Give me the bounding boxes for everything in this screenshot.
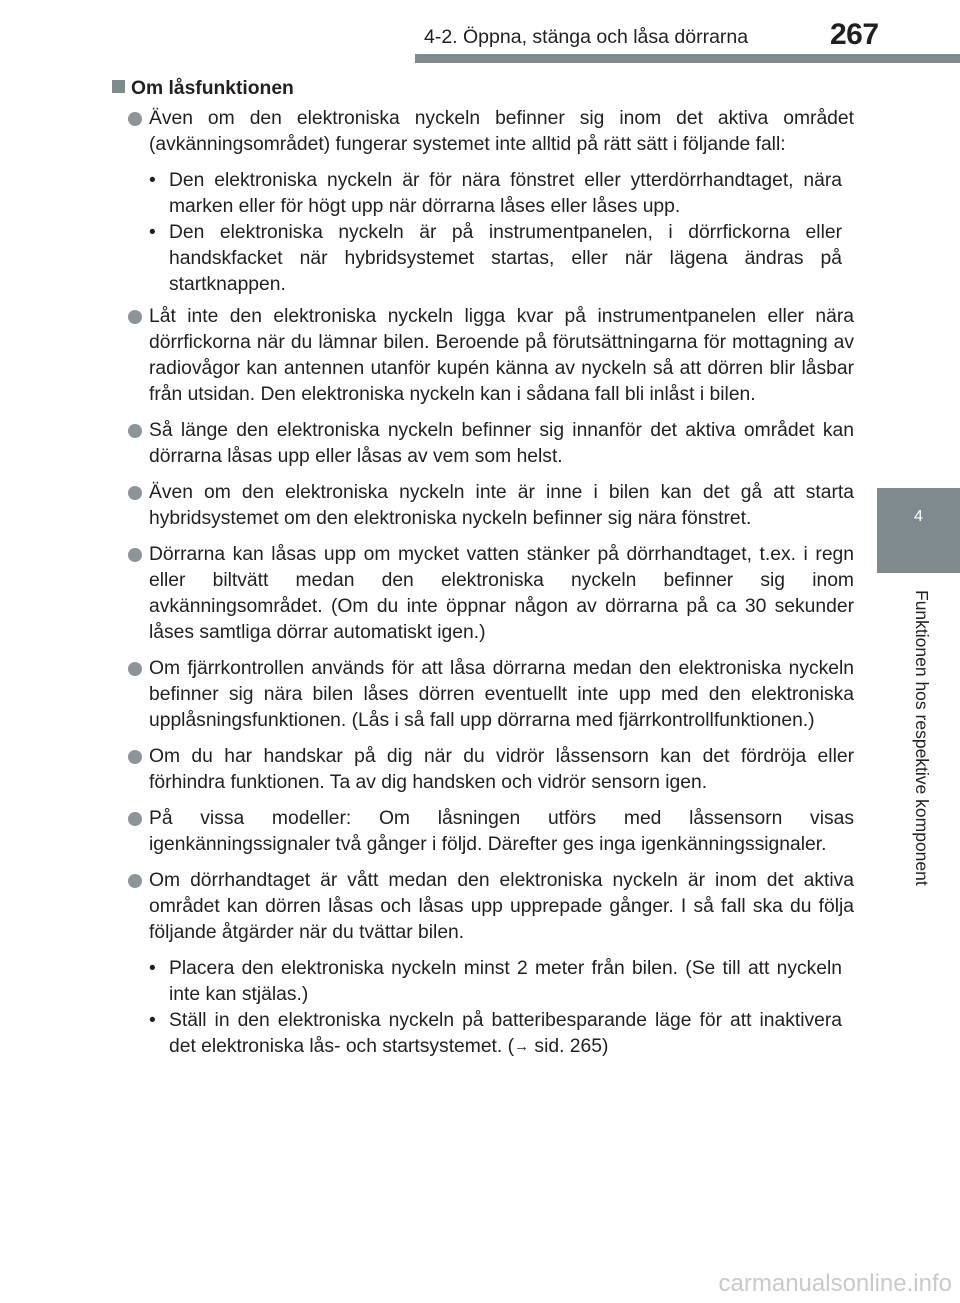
section-heading <box>112 76 854 102</box>
chapter-number: 4 <box>914 508 923 525</box>
header-title: 4-2. Öppna, stänga och låsa dörrarna <box>424 26 749 48</box>
sub-item-text: Ställ in den elektroniska nyckeln på batteribesparande läge för att inaktivera det elektroniska lås- och startsystemet. ( <box>169 1010 842 1057</box>
arrow-right-icon: → <box>514 1038 530 1055</box>
list-item <box>112 656 854 734</box>
list-item <box>112 744 854 796</box>
circle-bullet-icon <box>128 548 142 562</box>
page-header <box>0 0 960 64</box>
sub-item-text: Placera den elektroniska nyckeln minst 2 meter från bilen. (Se till att nyckeln inte kan stjälas.) <box>169 958 842 1005</box>
dot-bullet-icon: • <box>149 1010 156 1031</box>
circle-bullet-icon <box>128 812 142 826</box>
dot-bullet-icon: • <box>149 222 156 243</box>
sub-item <box>149 220 854 298</box>
list-item <box>112 480 854 532</box>
sub-item <box>149 168 854 220</box>
item-text: Om du har handskar på dig när du vidrör låssensorn kan det fördröja eller förhindra funktionen. Ta av dig handsken och vidrör sensorn igen. <box>149 746 854 793</box>
sub-list <box>112 956 854 1061</box>
item-text: Även om den elektroniska nyckeln befinner sig inom det aktiva området (avkänningsområdet) fungerar systemet inte alltid på rätt sätt i följande fall: <box>149 108 854 155</box>
sub-list <box>112 168 854 298</box>
item-text: På vissa modeller: Om låsningen utförs med låssensorn visas igenkänningssignaler två gånger i följd. Därefter ges inga igenkänningssignaler. <box>149 808 854 855</box>
chapter-box <box>877 488 960 573</box>
sub-item-text: Den elektroniska nyckeln är för nära fönstret eller ytterdörrhandtaget, nära marken eller för högt upp när dörrarna låses eller låses upp. <box>169 170 842 217</box>
sub-item-text: Den elektroniska nyckeln är på instrumentpanelen, i dörrfickorna eller handskfacket när hybridsystemet startas, eller när lägena ändras på startknappen. <box>169 222 842 295</box>
item-text: Även om den elektroniska nyckeln inte är inne i bilen kan det gå att starta hybridsystemet om den elektroniska nyckeln befinner sig nära fönstret. <box>149 482 854 529</box>
item-text: Låt inte den elektroniska nyckeln ligga kvar på instrumentpanelen eller nära dörrfickorna när du lämnar bilen. Beroende på förutsättningarna för mottagning av radiovågor kan antennen utanför kupén känna av nyckeln så att dörren blir låsbar från utsidan. Den elektroniska nyckeln kan i sådana fall bli inlåst i bilen. <box>149 306 854 405</box>
square-bullet-icon <box>112 80 125 93</box>
sub-item <box>149 1008 854 1061</box>
circle-bullet-icon <box>128 662 142 676</box>
page-number: 267 <box>830 18 879 51</box>
section-title: Om låsfunktionen <box>131 78 294 99</box>
list-item <box>112 106 854 158</box>
dot-bullet-icon: • <box>149 170 156 191</box>
sub-item <box>149 956 854 1008</box>
watermark: carmanualsonline.info <box>718 1270 952 1297</box>
circle-bullet-icon <box>128 424 142 438</box>
list-item <box>112 806 854 858</box>
side-tab-label: Funktionen hos respektive komponent <box>912 590 932 886</box>
list-item <box>112 304 854 408</box>
circle-bullet-icon <box>128 750 142 764</box>
main-content <box>112 76 854 1067</box>
page-reference-link[interactable]: sid. 265) <box>534 1036 609 1057</box>
header-rule <box>415 54 960 63</box>
item-text: Dörrarna kan låsas upp om mycket vatten stänker på dörrhandtaget, t.ex. i regn eller biltvätt medan den elektroniska nyckeln befinner sig inom avkänningsområdet. (Om du inte öppnar någon av dörrarna på ca 30 sekunder låses samtliga dörrar automatiskt igen.) <box>149 544 854 643</box>
list-item <box>112 542 854 646</box>
circle-bullet-icon <box>128 874 142 888</box>
list-item <box>112 418 854 470</box>
item-text: Om dörrhandtaget är vått medan den elektroniska nyckeln är inom det aktiva området kan dörren låsas och låsas upp upprepade gånger. I så fall ska du följa följande åtgärder när du tvättar bilen. <box>149 870 854 943</box>
item-text: Om fjärrkontrollen används för att låsa dörrarna medan den elektroniska nyckeln befinner sig nära bilen låses dörren eventuellt inte upp med den elektroniska upplåsningsfunktionen. (Lås i så fall upp dörrarna med fjärrkontrollfunktionen.) <box>149 658 854 731</box>
circle-bullet-icon <box>128 112 142 126</box>
list-item <box>112 868 854 946</box>
dot-bullet-icon: • <box>149 958 156 979</box>
circle-bullet-icon <box>128 486 142 500</box>
item-text: Så länge den elektroniska nyckeln befinner sig innanför det aktiva området kan dörrarna låsas upp eller låsas av vem som helst. <box>149 420 854 467</box>
circle-bullet-icon <box>128 310 142 324</box>
